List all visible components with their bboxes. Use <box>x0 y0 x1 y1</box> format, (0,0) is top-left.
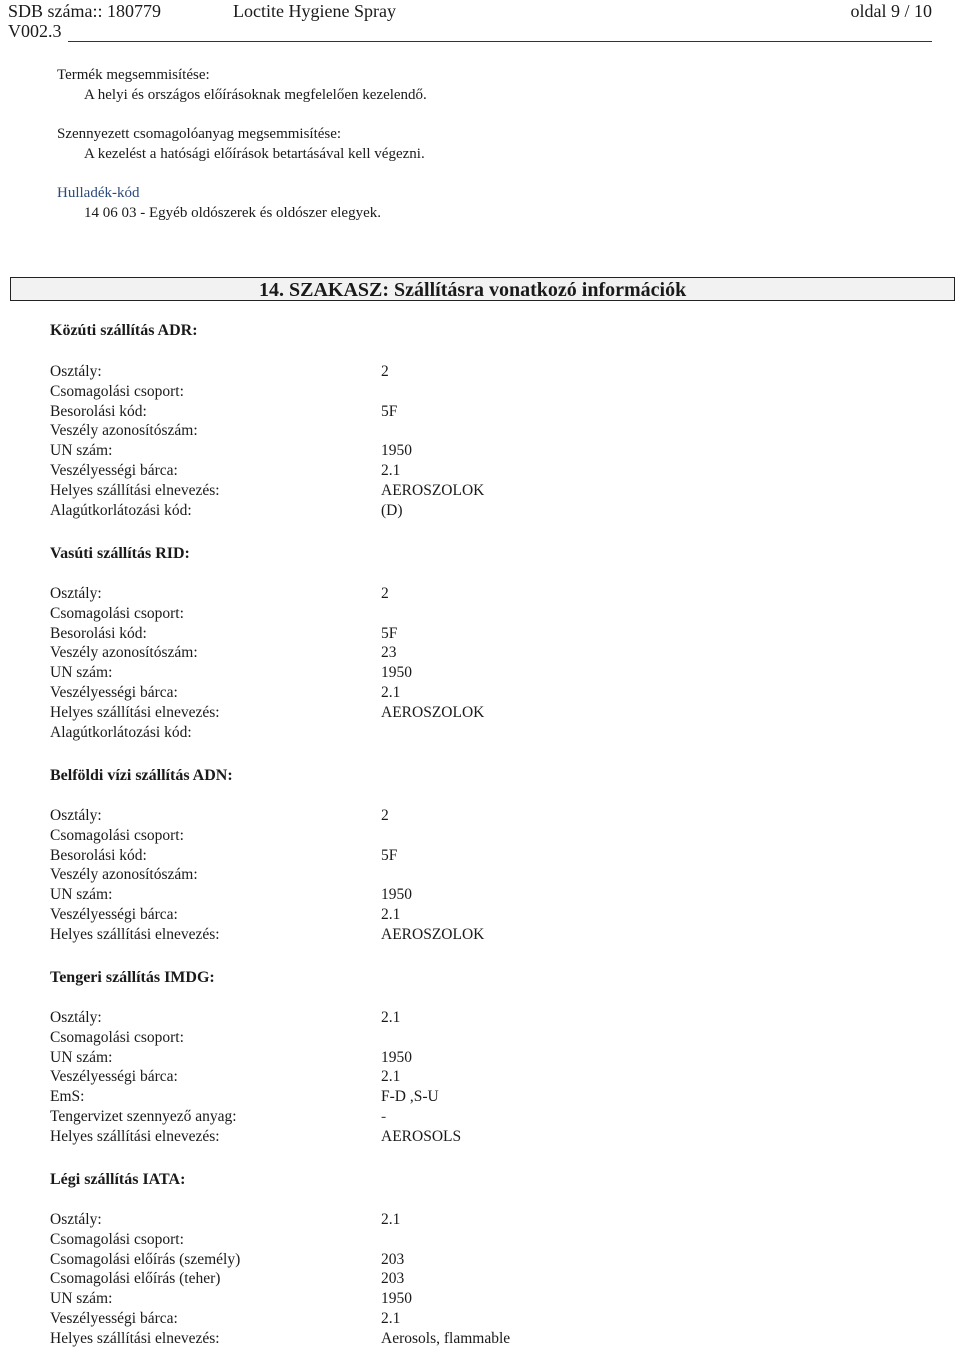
iata-table <box>50 1210 510 1349</box>
rid-row-value: 23 <box>381 644 397 662</box>
imdg-row-value: 2.1 <box>381 1068 401 1086</box>
imdg-row <box>50 1127 461 1147</box>
rid-row-label: Osztály: <box>50 585 102 602</box>
iata-row-value: 2.1 <box>381 1211 401 1228</box>
waste-code-label: Hulladék-kód <box>57 185 140 201</box>
iata-row-label: Csomagolási előírás (teher) <box>50 1270 221 1288</box>
rid-row-label: Csomagolási csoport: <box>50 604 184 622</box>
imdg-row-value: AEROSOLS <box>381 1127 462 1145</box>
adr-title: Közúti szállítás ADR: <box>50 322 198 339</box>
imdg-row-label: UN szám: <box>50 1048 113 1066</box>
product-disposal-label: Termék megsemmisítése: <box>57 67 210 83</box>
iata-row-value: 203 <box>381 1270 405 1288</box>
iata-row-label: Veszélyességi bárca: <box>50 1309 178 1327</box>
iata-row <box>50 1210 510 1230</box>
packaging-disposal-label: Szennyezett csomagolóanyag megsemmisítése: <box>57 126 342 142</box>
iata-row <box>50 1289 510 1309</box>
rid-row-label: UN szám: <box>50 664 113 682</box>
adr-row-value: 5F <box>381 402 398 420</box>
rid-row-value: 5F <box>381 624 398 642</box>
imdg-row-value: - <box>381 1107 387 1125</box>
rid-row-label: Besorolási kód: <box>50 624 147 642</box>
iata-row-label: Csomagolási előírás (személy) <box>50 1250 241 1268</box>
iata-row-value: Aerosols, flammable <box>381 1329 511 1347</box>
imdg-row-label: Helyes szállítási elnevezés: <box>50 1127 220 1145</box>
rid-row <box>50 624 484 644</box>
iata-row <box>50 1250 510 1270</box>
adn-row-label: Csomagolási csoport: <box>50 826 184 844</box>
rid-row <box>50 723 484 743</box>
adr-row-label: Osztály: <box>50 363 102 380</box>
iata-row-label: Helyes szállítási elnevezés: <box>50 1329 220 1347</box>
iata-row <box>50 1309 510 1329</box>
iata-row <box>50 1329 510 1349</box>
imdg-row <box>50 1048 461 1068</box>
adr-row <box>50 481 484 501</box>
product-disposal-text: A helyi és országos előírásoknak megfelelően kezelendő. <box>84 87 427 103</box>
imdg-table <box>50 1008 461 1147</box>
iata-title: Légi szállítás IATA: <box>50 1171 186 1188</box>
adr-row-value: 2 <box>381 363 389 380</box>
adn-row-label: Osztály: <box>50 807 102 824</box>
iata-row-label: UN szám: <box>50 1290 113 1308</box>
imdg-row-value: 2.1 <box>381 1009 401 1026</box>
rid-table <box>50 584 484 742</box>
adr-row-value: 2.1 <box>381 461 401 479</box>
adr-row-value: 1950 <box>381 442 412 460</box>
imdg-row <box>50 1028 461 1048</box>
adr-row-label: Alagútkorlátozási kód: <box>50 501 192 519</box>
rid-row-label: Veszélyességi bárca: <box>50 683 178 701</box>
iata-row-label: Osztály: <box>50 1211 102 1228</box>
adr-row-label: Veszélyességi bárca: <box>50 461 178 479</box>
adr-row-label: Besorolási kód: <box>50 402 147 420</box>
rid-row <box>50 584 484 604</box>
adr-row <box>50 441 484 461</box>
imdg-row-label: EmS: <box>50 1088 85 1106</box>
imdg-row-label: Osztály: <box>50 1009 102 1026</box>
adr-table <box>50 362 484 520</box>
imdg-row <box>50 1087 461 1107</box>
adr-row-value: AEROSZOLOK <box>381 481 485 499</box>
adr-row <box>50 362 484 382</box>
product-name: Loctite Hygiene Spray <box>233 1 396 21</box>
sdb-number: SDB száma:: 180779 <box>8 1 161 21</box>
rid-row <box>50 683 484 703</box>
waste-code-text: 14 06 03 - Egyéb oldószerek és oldószer elegyek. <box>84 205 381 221</box>
adr-row <box>50 461 484 481</box>
adn-table <box>50 806 484 945</box>
page-number: oldal 9 / 10 <box>850 1 932 21</box>
imdg-row <box>50 1067 461 1087</box>
adn-row <box>50 806 484 826</box>
adn-row-value: 1950 <box>381 886 412 904</box>
rid-row <box>50 604 484 624</box>
rid-row-value: AEROSZOLOK <box>381 703 485 721</box>
rid-row-label: Veszély azonosítószám: <box>50 644 198 662</box>
adn-row-label: UN szám: <box>50 886 113 904</box>
adr-row <box>50 402 484 422</box>
imdg-row-value: 1950 <box>381 1048 412 1066</box>
adr-row <box>50 421 484 441</box>
version: V002.3 <box>8 21 62 41</box>
packaging-disposal-text: A kezelést a hatósági előírások betartásával kell végezni. <box>84 146 425 162</box>
adn-row-label: Veszély azonosítószám: <box>50 866 198 884</box>
iata-row <box>50 1230 510 1250</box>
adr-row-label: UN szám: <box>50 442 113 460</box>
rid-row-label: Helyes szállítási elnevezés: <box>50 703 220 721</box>
adn-row-value: 2.1 <box>381 905 401 923</box>
adn-row <box>50 865 484 885</box>
imdg-title: Tengeri szállítás IMDG: <box>50 969 215 986</box>
adr-row <box>50 501 484 521</box>
imdg-row-value: F-D ,S-U <box>381 1088 439 1106</box>
rid-row-label: Alagútkorlátozási kód: <box>50 723 192 741</box>
adr-row-label: Csomagolási csoport: <box>50 382 184 400</box>
iata-row-value: 2.1 <box>381 1309 401 1327</box>
adn-row-value: 5F <box>381 846 398 864</box>
page-header <box>8 0 932 42</box>
rid-row-value: 2 <box>381 585 389 602</box>
adn-row-label: Helyes szállítási elnevezés: <box>50 925 220 943</box>
iata-row-label: Csomagolási csoport: <box>50 1230 184 1248</box>
iata-row <box>50 1269 510 1289</box>
adn-row <box>50 925 484 945</box>
imdg-row <box>50 1107 461 1127</box>
rid-row <box>50 643 484 663</box>
rid-row <box>50 703 484 723</box>
adn-row <box>50 885 484 905</box>
adn-row <box>50 846 484 866</box>
iata-row-value: 203 <box>381 1250 405 1268</box>
adr-row-label: Helyes szállítási elnevezés: <box>50 481 220 499</box>
adn-row-label: Besorolási kód: <box>50 846 147 864</box>
adn-row-value: AEROSZOLOK <box>381 925 485 943</box>
header-divider <box>68 41 932 42</box>
section-14-title: 14. SZAKASZ: Szállításra vonatkozó információk <box>10 277 955 301</box>
imdg-row <box>50 1008 461 1028</box>
imdg-row-label: Tengervizet szennyező anyag: <box>50 1107 237 1125</box>
iata-row-value: 1950 <box>381 1290 412 1308</box>
adr-row-value: (D) <box>381 501 403 519</box>
disposal-section <box>57 65 427 242</box>
adn-row-value: 2 <box>381 807 389 824</box>
imdg-row-label: Csomagolási csoport: <box>50 1028 184 1046</box>
adn-row-label: Veszélyességi bárca: <box>50 905 178 923</box>
adn-row <box>50 905 484 925</box>
rid-row-value: 2.1 <box>381 683 401 701</box>
adr-row-label: Veszély azonosítószám: <box>50 422 198 440</box>
imdg-row-label: Veszélyességi bárca: <box>50 1068 178 1086</box>
rid-row <box>50 663 484 683</box>
adn-row <box>50 826 484 846</box>
rid-row-value: 1950 <box>381 664 412 682</box>
adn-title: Belföldi vízi szállítás ADN: <box>50 767 233 784</box>
rid-title: Vasúti szállítás RID: <box>50 545 190 562</box>
adr-row <box>50 382 484 402</box>
